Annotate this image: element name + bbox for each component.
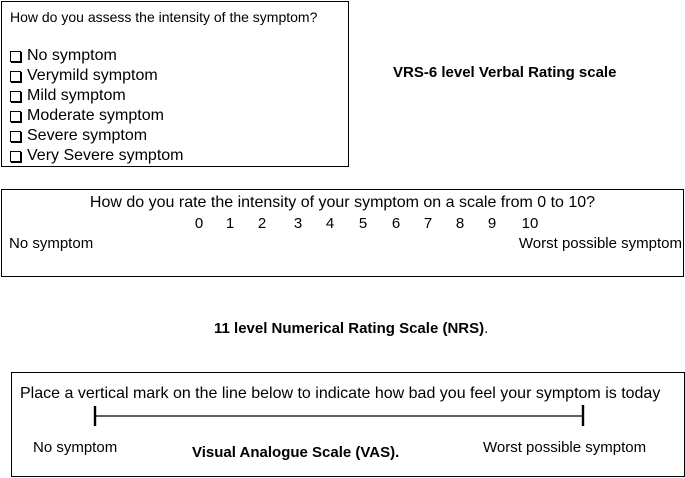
checkbox-icon[interactable]: [10, 151, 21, 162]
nrs-number[interactable]: 9: [487, 215, 497, 232]
nrs-number[interactable]: 2: [257, 215, 267, 232]
nrs-number[interactable]: 7: [423, 215, 433, 232]
vrs-option-label: Verymild symptom: [27, 67, 158, 84]
checkbox-icon[interactable]: [10, 91, 21, 102]
vrs-option[interactable]: [10, 106, 184, 126]
vrs-option[interactable]: [10, 126, 184, 146]
nrs-right-anchor: Worst possible symptom: [518, 235, 682, 252]
nrs-number[interactable]: 1: [225, 215, 235, 232]
vrs-option[interactable]: [10, 46, 184, 66]
vrs-option[interactable]: [10, 86, 184, 106]
vrs-option[interactable]: [10, 146, 184, 166]
nrs-number[interactable]: 5: [358, 215, 368, 232]
nrs-questionnaire-box: [1, 189, 684, 277]
nrs-question: How do you rate the intensity of your symptom on a scale from 0 to 10?: [89, 194, 596, 211]
vrs-questionnaire-box: [1, 1, 349, 167]
nrs-number[interactable]: 6: [391, 215, 401, 232]
nrs-left-anchor: No symptom: [9, 235, 94, 252]
checkbox-icon[interactable]: [10, 51, 21, 62]
nrs-number[interactable]: 4: [325, 215, 335, 232]
vrs-question: How do you assess the intensity of the symptom?: [10, 9, 318, 25]
vas-questionnaire-box: [11, 372, 685, 477]
nrs-title-suffix: .: [484, 320, 489, 337]
vas-title: Visual Analogue Scale (VAS).: [192, 444, 400, 461]
vas-right-anchor: Worst possible symptom: [483, 439, 647, 456]
checkbox-icon[interactable]: [10, 111, 21, 122]
vrs-option-label: No symptom: [27, 47, 117, 64]
nrs-number[interactable]: 10: [521, 215, 539, 232]
nrs-number[interactable]: 8: [455, 215, 465, 232]
nrs-title-text: 11 level Numerical Rating Scale (NRS): [214, 320, 485, 337]
vrs-title: VRS-6 level Verbal Rating scale: [393, 64, 617, 81]
nrs-number-scale: [2, 215, 685, 235]
vrs-option-label: Mild symptom: [27, 87, 126, 104]
nrs-number[interactable]: 0: [194, 215, 204, 232]
vas-scale-line[interactable]: [12, 373, 685, 478]
vrs-options-list: [10, 46, 184, 166]
nrs-number[interactable]: 3: [293, 215, 303, 232]
vrs-option-label: Moderate symptom: [27, 107, 164, 124]
vas-instruction: Place a vertical mark on the line below to indicate how bad you feel your symptom is today: [20, 385, 661, 402]
nrs-title: [214, 320, 488, 337]
vas-left-anchor: No symptom: [33, 439, 118, 456]
vrs-option[interactable]: [10, 66, 184, 86]
vrs-option-label: Very Severe symptom: [27, 147, 184, 164]
checkbox-icon[interactable]: [10, 71, 21, 82]
checkbox-icon[interactable]: [10, 131, 21, 142]
vrs-option-label: Severe symptom: [27, 127, 148, 144]
